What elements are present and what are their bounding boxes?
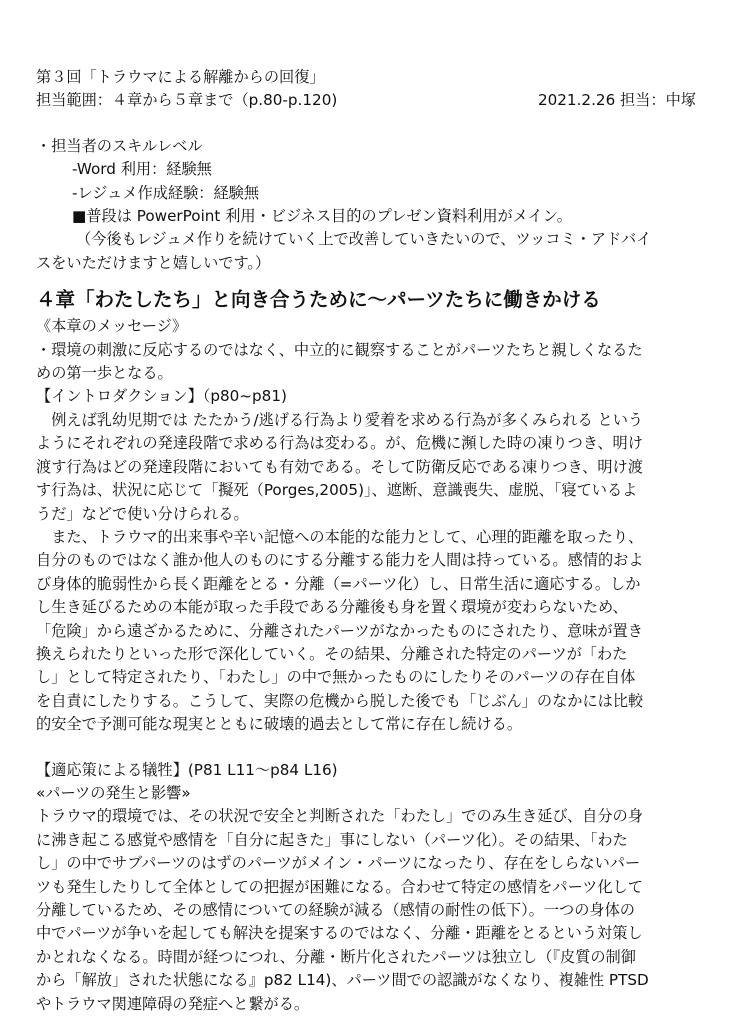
range-line — [36, 89, 696, 112]
paragraph-line: を自責にしたりする。こうして、実際の危機から脱した後でも「じぶん」のなかには比較 — [36, 691, 644, 710]
paragraph-line: かとれなくなる。時間が経つにつれ、分離・断片化されたパーツは独立し（『皮質の制御 — [36, 947, 636, 966]
paragraph-line: 的安全で予測可能な現実とともに破壊的過去として常に存在し続ける。 — [36, 715, 522, 734]
paragraph-line: 「危険」から遠ざかるために、分離されたパーツがなかったものにされたり、意味が置き — [36, 621, 643, 640]
paragraph-line: し生き延びるための本能が取った手段である分離後も身を置く環境が変わらないため、 — [36, 598, 628, 617]
message-label: 《本章のメッセージ》 — [36, 317, 188, 336]
intro-label: 【イントロダクション】（p80~p81) — [36, 387, 287, 406]
paragraph-line: から「解放」された状態になる』p82 L14)、パーツ間での認識がなくなり、複雑性 PTSD — [36, 971, 649, 990]
paragraph-line: び身体的脆弱性から長く距離をとる・分離（=パーツ化）し、日常生活に適応する。しか — [36, 574, 641, 593]
paragraph-line: す行為は、状況に応じて「擬死（Porges,2005)」、遮断、意識喪失、虚脱、「寝ているよ — [36, 481, 638, 500]
parts-paragraph — [36, 805, 730, 1016]
paragraph-line: やトラウマ関連障碍の発症へと繋がる。 — [36, 994, 310, 1013]
paragraph-line: 渡す行為はどの発達段階においても有効である。そして防衛反応である凍りつき、明け渡 — [36, 457, 643, 476]
paragraph-line: 分離しているため、その感情についての経験が減る（感情の耐性の低下）。一つの身体の — [36, 901, 635, 919]
sacrifice-label: 【適応策による犠牲】(P81 L11〜p84 L16) — [36, 760, 338, 779]
parts-label: «パーツの発生と影響» — [36, 783, 191, 802]
session-title: 第３回「トラウマによる解離からの回復」 — [36, 68, 325, 86]
skills-heading: ・担当者のスキルレベル — [36, 136, 203, 155]
range-text: 担当範囲：４章から５章まで（p.80-p.120) — [36, 91, 338, 110]
paragraph-line: 換えられたりといった形で深化していく。その結果、分離された特定のパーツが「わた — [36, 644, 628, 663]
paragraph-line: し」として特定されたり、「わたし」の中で無かったものにしたりそのパーツの存在自体 — [36, 668, 636, 687]
skills-note-line: （今後もレジュメ作りを続けていく上で改善していきたいので、ツッコミ・アドバイ — [76, 230, 652, 249]
paragraph-line: 中でパーツが争いを起しても解決を提案するのではなく、分離・距離をとるという対策し — [36, 924, 643, 943]
skills-note-line: スをいただけますと嬉しいです。） — [36, 253, 271, 272]
paragraph-line: に沸き起こる感覚や感情を「自分に起きた」事にしない（パーツ化）。その結果、「わた — [36, 830, 628, 849]
skill-item: -レジュメ作成経験：経験無 — [72, 183, 260, 202]
message-line: めの第一歩となる。 — [36, 364, 173, 383]
spacer — [36, 113, 730, 135]
paragraph-line: ツも発生したりして全体としての把握が困難になる。合わせて特定の感情をパーツ化して — [36, 877, 643, 896]
date-person-text: 2021.2.26 担当：中塚 — [537, 91, 696, 110]
intro-paragraph-2 — [36, 526, 730, 737]
spacer — [36, 275, 730, 285]
paragraph-line: し」の中でサブパーツのはずのパーツがメイン・パーツになったり、存在をしらないパー — [36, 854, 641, 873]
paragraph-line: うだ」などで使い分けられる。 — [36, 504, 249, 523]
paragraph-line: 自分のものではなく誰か他人のものにする分離する能力を人間は持っている。感情的およ — [36, 551, 644, 570]
chapter-heading: ４章「わたしたち」と向き合うために〜パーツたちに働きかける — [36, 288, 601, 312]
skill-item: -Word 利用：経験無 — [72, 160, 212, 179]
message-line: ・環境の刺激に反応するのではなく、中立的に観察することがパーツたちと親しくなるた — [36, 340, 643, 359]
spacer — [36, 737, 730, 759]
paragraph-line: トラウマ的環境では、その状況で安全と判断された「わたし」でのみ生き延び、自分の身 — [36, 807, 643, 826]
paragraph-line: ようにそれぞれの発達段階で求める行為は変わる。が、危機に瀕した時の凍りつき、明け — [36, 434, 643, 453]
paragraph-line: 例えば乳幼児期では たたかう/逃げる行為より愛着を求める行為が多くみられる という — [36, 410, 644, 429]
intro-paragraph-1 — [36, 409, 730, 526]
paragraph-line: また、トラウマ的出来事や辛い記憶への本能的な能力として、心理的距離を取ったり、 — [36, 527, 644, 546]
skill-item: ■普段は PowerPoint 利用・ビジネス目的のプレゼン資料利用がメイン。 — [72, 207, 572, 226]
